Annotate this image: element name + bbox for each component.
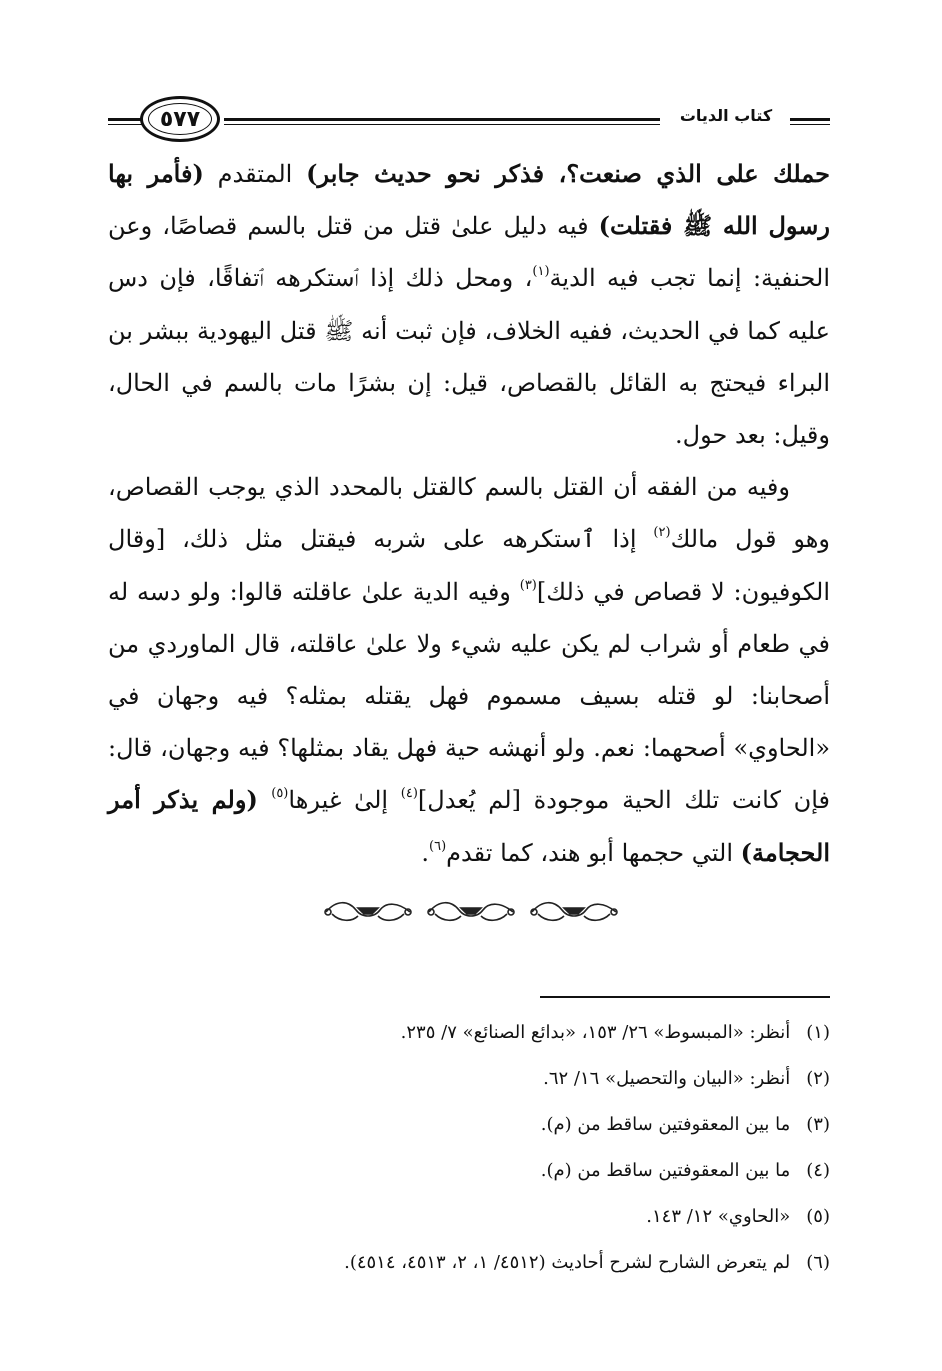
footnote	[130, 1056, 830, 1102]
footnote-number: (٢)	[806, 1068, 830, 1089]
footnote-text: أنظر: «البيان والتحصيل» ١٦/ ٦٢.	[543, 1068, 791, 1089]
footnote-number: (٤)	[806, 1160, 830, 1181]
footnote-ref: (٤)	[400, 786, 418, 802]
text-run: المتقدم	[203, 160, 307, 188]
bold-quote: (فأمر بها رسول الله ﷺ فقتلت)	[108, 159, 831, 241]
footnote-text: ما بين المعقوفتين ساقط من (م).	[540, 1114, 791, 1135]
text-run: إلىٰ غيرها	[288, 786, 401, 815]
footnote	[130, 1240, 830, 1286]
footnote	[130, 1148, 830, 1194]
header-rule-middle	[224, 118, 660, 121]
header-rule-middle-thin	[224, 124, 660, 125]
bold-quote: حملك على الذي صنعت؟، فذكر نحو حديث جابر)	[306, 159, 830, 188]
paragraph-2	[108, 461, 830, 879]
footnote-text: أنظر: «المبسوط» ٢٦/ ١٥٣، «بدائع الصنائع» ٧/ ٢٣٥.	[400, 1022, 791, 1043]
text-run: .	[421, 838, 430, 867]
footnotes	[130, 1010, 830, 1286]
text-run: فيه دليل علىٰ قتل من قتل بالسم قصاصًا، وعن الحنفية: إنما تجب فيه الدية	[108, 212, 831, 293]
footnote-ref: (٢)	[653, 525, 671, 541]
header-rule-right	[790, 118, 830, 121]
footnote-number: (٣)	[806, 1114, 830, 1135]
page-number-badge	[140, 96, 220, 142]
footnote-ref: (٦)	[429, 838, 447, 854]
text-run: إذا ٱستكرهه على شربه فيقتل مثل ذلك، [وقال الكوفيون: لا قصاص في ذلك]	[108, 525, 831, 606]
footnote-number: (٥)	[806, 1206, 830, 1227]
footnote	[130, 1010, 830, 1056]
text-run: وفيه من الفقه أن القتل بالسم كالقتل بالمحدد الذي يوجب القصاص، وهو قول مالك	[108, 473, 830, 554]
footnote-number: (٦)	[806, 1252, 830, 1273]
footnote-number: (١)	[806, 1022, 830, 1043]
footnote-text: لم يتعرض الشارح لشرح أحاديث (٤٥١٢/ ١، ٢، ٤٥١٣، ٤٥١٤).	[344, 1252, 791, 1273]
ornament-divider-icon	[318, 890, 624, 934]
paragraph-1	[108, 148, 830, 461]
page-number: ٥٧٧	[159, 106, 201, 132]
header-rule-right-thin	[790, 124, 830, 125]
text-run: وفيه الدية علىٰ عاقلته قالوا: ولو دسه له في طعام أو شراب لم يكن عليه شيء ولا علىٰ عاقلته، قال الماوردي من أصحابنا: لو قتله بسيف مسموم فهل يقتله بمثله؟ فيه وجهان في «الحاوي» أصحهما: نعم. ولو أنهشه حية فهل يقاد بمثلها؟ فيه وجهان، قال: فإن كانت تلك الحية موجودة [لم يُعدل]	[108, 577, 831, 815]
footnote	[130, 1102, 830, 1148]
footnote-text: «الحاوي» ١٢/ ١٤٣.	[646, 1206, 791, 1227]
text-run: التي حجمها أبو هند، كما تقدم	[446, 838, 741, 867]
footnote-text: ما بين المعقوفتين ساقط من (م).	[540, 1160, 791, 1181]
footnote-ref: (٥)	[271, 786, 289, 802]
main-text	[108, 148, 830, 879]
footnote-ref: (١)	[532, 264, 550, 280]
footnote	[130, 1194, 830, 1240]
footnote-ref: (٣)	[519, 577, 537, 593]
footnote-separator	[540, 996, 830, 998]
running-header-title: كتاب الديات	[679, 106, 773, 125]
text-run: ، ومحل ذلك إذا ٱستكرهه ٱتفاقًا، فإن دس عليه كما في الحديث، ففيه الخلاف، فإن ثبت أنه ﷺ قتل اليهودية ببشر بن البراء فيحتج به القائل بالقصاص، قيل: إن بشرًا مات بالسم في الحال، وقيل: بعد حول.	[108, 264, 830, 450]
bold-quote: (ولم يذكر أمر الحجامة)	[108, 785, 830, 867]
